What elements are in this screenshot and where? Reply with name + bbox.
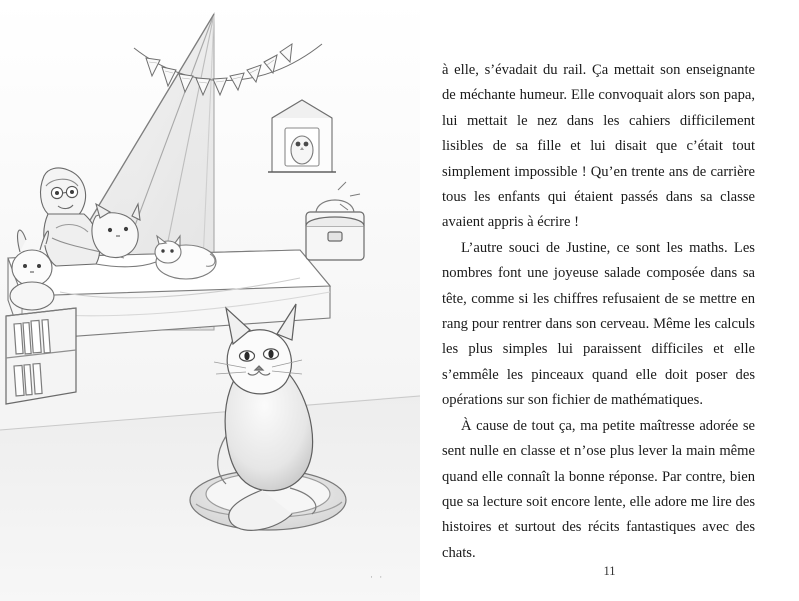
- page-corner-marks: · ·: [370, 572, 385, 582]
- paragraph-2: L’autre souci de Justine, ce sont les maths. Les nombres font une joyeuse salade composée dans sa tête, comme si les chiffres refusaient de se mettre en rang pour rentrer dans son cerveau. Même les calculs les plus simples lui paraissent difficiles et elle s’emmêle les pinceaux quand elle doit poser des opérations sur son fichier de mathématiques.: [442, 239, 755, 409]
- body-text-block: [442, 58, 755, 566]
- owl-figure: [291, 136, 313, 164]
- right-page-text: [420, 0, 799, 601]
- paragraph-1: à elle, s’évadait du rail. Ça mettait son enseignante de méchante humeur. Elle convoquait alors son papa, lui mettait le nez dans les cahiers difficilement lisibles de sa fille et lui disait que c’était tout simplement impossible ! Qu’en trente ans de carrière tous les enfants qui étaient passés dans sa classe avaient appris à écrire !: [442, 62, 755, 231]
- page-number: 11: [603, 564, 616, 578]
- bookshelf-cube-with-books: [6, 308, 76, 404]
- paragraph-3: À cause de tout ça, ma petite maîtresse adorée se sent nulle en classe et n’ose plus lever la main même quand elle connaît la bonne réponse. Par contre, bien que sa lecture soit encore lente, elle adore me lire des histoires et surtout des récits fantastiques avec des chats.: [442, 417, 755, 561]
